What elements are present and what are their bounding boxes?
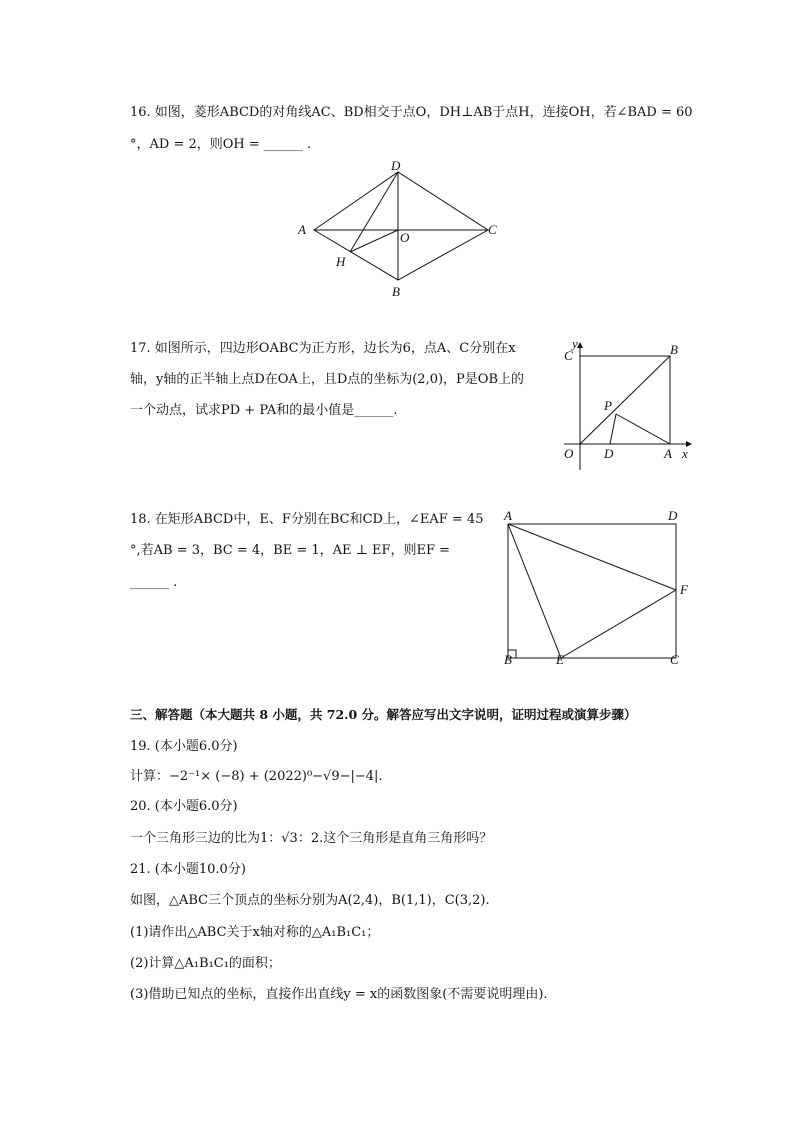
label-A: A	[298, 222, 306, 237]
q21-body: 如图，△ABC三个顶点的坐标分别为A(2,4)，B(1,1)，C(3,2).	[130, 893, 490, 908]
q21-part3: (3)借助已知点的坐标，直接作出直线y = x的函数图象(不需要说明理由).	[130, 987, 548, 1002]
q19-head: 19. (本小题6.0分)	[130, 739, 238, 754]
label-x: x	[682, 446, 688, 461]
section-heading: 三、解答题（本大题共 8 小题，共 72.0 分。解答应写出文字说明，证明过程或演算步骤）	[130, 707, 637, 722]
q18-line3: ______ .	[130, 575, 178, 590]
label-B: B	[392, 284, 400, 299]
q17-square-figure	[560, 340, 700, 470]
q18-rectangle-figure	[498, 508, 698, 668]
q16-line2: °，AD = 2，则OH = ______ .	[130, 137, 312, 152]
label-O: O	[564, 446, 574, 461]
q17-line1: 17. 如图所示，四边形OABC为正方形，边长为6，点A、C分别在x	[130, 341, 516, 356]
label-F: F	[680, 582, 688, 597]
label-P: P	[604, 398, 612, 413]
q21-part2: (2)计算△A₁B₁C₁的面积；	[130, 956, 281, 971]
q19-body: 计算：−2⁻¹× (−8) + (2022)⁰−√9−|−4|.	[130, 769, 383, 784]
q21-part1: (1)请作出△ABC关于x轴对称的△A₁B₁C₁；	[130, 925, 380, 940]
label-D: D	[391, 160, 401, 173]
label-C: C	[564, 348, 573, 363]
q16-line1: 16. 如图，菱形ABCD的对角线AC、BD相交于点O，DH⊥AB于点H，连接OH，若∠BAD = 60	[130, 105, 693, 120]
label-D: D	[604, 446, 614, 461]
q20-head: 20. (本小题6.0分)	[130, 799, 238, 814]
q18-line2: °,若AB = 3，BC = 4，BE = 1，AE ⊥ EF，则EF =	[130, 543, 451, 558]
label-B: B	[504, 652, 512, 667]
label-A: A	[504, 508, 512, 523]
q21-head: 21. (本小题10.0分)	[130, 862, 246, 877]
q17-line3: 一个动点，试求PD + PA和的最小值是______.	[130, 403, 398, 418]
label-E: E	[556, 652, 564, 667]
q20-body: 一个三角形三边的比为1：√3：2.这个三角形是直角三角形吗？	[130, 831, 493, 846]
label-B: B	[670, 342, 678, 357]
q18-line1: 18. 在矩形ABCD中，E、F分别在BC和CD上，∠EAF = 45	[130, 512, 484, 527]
label-H: H	[336, 254, 346, 269]
q16-rhombus-figure	[290, 160, 510, 300]
label-C: C	[488, 222, 497, 237]
label-C: C	[670, 652, 679, 667]
label-D: D	[668, 508, 678, 523]
label-A: A	[664, 446, 672, 461]
label-O: O	[400, 230, 410, 245]
label-y: y	[572, 340, 578, 351]
q17-line2: 轴，y轴的正半轴上点D在OA上，且D点的坐标为(2,0)，P是OB上的	[130, 372, 525, 387]
